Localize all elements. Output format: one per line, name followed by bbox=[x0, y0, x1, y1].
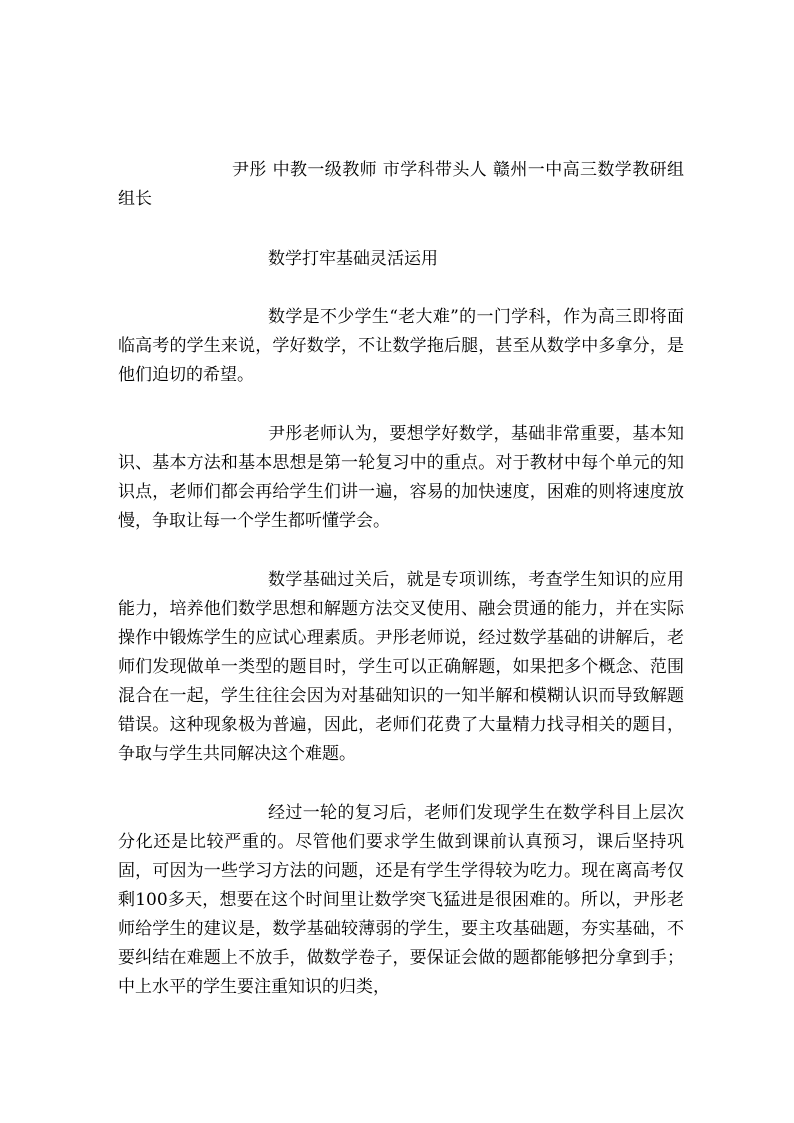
paragraph-3: 数学基础过关后，就是专项训练，考查学生知识的应用能力，培养他们数学思想和解题方法交叉使用、融会贯通的能力，并在实际操作中锻炼学生的应试心理素质。尹彤老师说，经过数学基础的讲解后，老师们发现做单一类型的题目时，学生可以正确解题，如果把多个概念、范围混合在一起，学生往往会因为对基础知识的一知半解和模糊认识而导致解题错误。这种现象极为普遍，因此，老师们花费了大量精力找寻相关的题目，争取与学生共同解决这个难题。 bbox=[118, 570, 684, 764]
paragraph-2: 尹彤老师认为，要想学好数学，基础非常重要，基本知识、基本方法和基本思想是第一轮复习中的重点。对于教材中每个单元的知识点，老师们都会再给学生们讲一遍，容易的加快速度，困难的则将速度放慢，争取让每一个学生都听懂学会。 bbox=[118, 424, 684, 531]
paragraph-1: 数学是不少学生“老大难”的一门学科，作为高三即将面临高考的学生来说，学好数学，不让数学拖后腿，甚至从数学中多拿分，是他们迫切的希望。 bbox=[118, 307, 684, 385]
paragraph-4: 经过一轮的复习后，老师们发现学生在数学科目上层次分化还是比较严重的。尽管他们要求学生做到课前认真预习，课后坚持巩固，可因为一些学习方法的问题，还是有学生学得较为吃力。现在离高考仅剩100多天，想要在这个时间里让数学突飞猛进是很困难的。所以，尹彤老师给学生的建议是，数学基础较薄弱的学生，要主攻基础题，夯实基础，不要纠结在难题上不放手，做数学卷子，要保证会做的题都能够把分拿到手；中上水平的学生要注重知识的归类， bbox=[118, 803, 684, 997]
article-headline: 数学打牢基础灵活运用 bbox=[268, 249, 438, 269]
author-line: 尹彤 中教一级教师 市学科带头人 赣州一中高三数学教研组组长 bbox=[118, 160, 684, 209]
